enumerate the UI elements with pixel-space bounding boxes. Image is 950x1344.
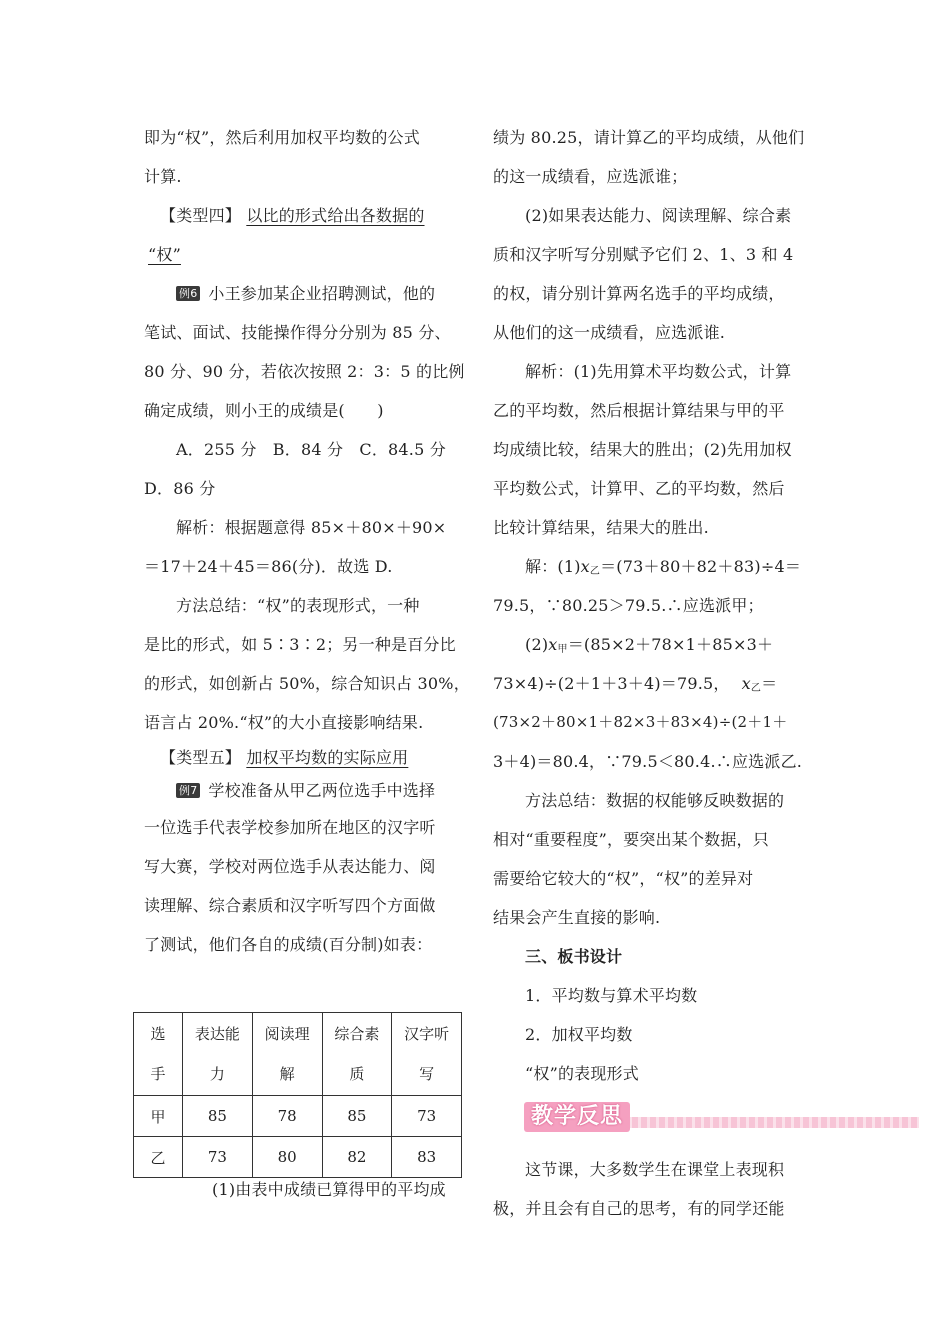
board-design-heading: 三、板书设计 [525,947,623,966]
analysis-line: 解析：根据题意得 85×＋80×＋90× [176,518,447,537]
text-line: 计算. [144,167,182,186]
type5-title: 加权平均数的实际应用 [246,748,409,767]
right-column [493,118,811,1093]
board-item: 1．平均数与算术平均数 [525,986,698,1005]
table-cell: 78 [252,1096,322,1137]
reflection-line: 极，并且会有自己的思考，有的同学还能 [493,1199,785,1218]
summary-line: 语言占 20%.“权”的大小直接影响结果. [144,713,424,732]
table-cell: 乙 [134,1137,183,1178]
table-row [134,1096,462,1137]
reflection-banner [524,1102,919,1132]
solution-line: (73×2＋80×1＋82×3＋83×4)÷(2＋1＋ [493,713,788,731]
text-line: 即为“权”，然后利用加权平均数的公式 [144,128,420,147]
analysis-line: 解析：(1)先用算术平均数公式，计算 [525,362,792,381]
board-item: “权”的表现形式 [525,1064,639,1083]
summary-line: 是比的形式，如 5∶3∶2；另一种是百分比 [144,635,456,654]
analysis-line: 平均数公式，计算甲、乙的平均数，然后 [493,479,785,498]
reflection-label: 教学反思 [524,1102,630,1132]
analysis-line: 均成绩比较，结果大的胜出；(2)先用加权 [493,440,792,459]
analysis-line: 比较计算结果，结果大的胜出. [493,518,709,537]
table-cell: 83 [392,1137,462,1178]
solution-line: 3＋4)＝80.4，∵79.5＜80.4.∴应选派乙. [493,752,803,771]
left-column [144,118,470,964]
solution-line: 79.5，∵80.25＞79.5.∴应选派甲； [493,596,764,615]
summary-line: 相对“重要程度”，要突出某个数据，只 [493,830,769,849]
solution-line: 73×4)÷(2＋1＋3＋4)＝79.5， $x_乙=$ [493,674,778,694]
text-line: 的权，请分别计算两名选手的平均成绩， [493,284,785,303]
text-line: 了测试，他们各自的成绩(百分制)如表： [144,935,433,954]
type4-tag: 【类型四】 [160,206,242,225]
table-cell: 85 [322,1096,392,1137]
text-line: (1)由表中成绩已算得甲的平均成 [212,1180,446,1199]
text-line: 确定成绩，则小王的成绩是( ) [144,401,384,420]
text-line: 从他们的这一成绩看，应选派谁. [493,323,726,342]
text-line: 质和汉字听写分别赋予它们 2、1、3 和 4 [493,245,794,264]
table-header-row [134,1013,462,1096]
text-line: 读理解、综合素质和汉字听写四个方面做 [144,896,436,915]
table-header-cell: 表达能 力 [183,1013,253,1096]
board-item: 2．加权平均数 [525,1025,633,1044]
example-6-line: 例6 小王参加某企业招聘测试，他的 [144,274,462,313]
table-cell: 甲 [134,1096,183,1137]
text-line: 写大赛，学校对两位选手从表达能力、阅 [144,857,436,876]
example-7-line: 例7 学校准备从甲乙两位选手中选择 [144,774,462,808]
reflection-line: 这节课，大多数学生在课堂上表现积 [525,1160,785,1179]
summary-line: 结果会产生直接的影响. [493,908,661,927]
table-cell: 73 [392,1096,462,1137]
options-line: D．86 分 [144,479,216,498]
text-line: 一位选手代表学校参加所在地区的汉字听 [144,818,436,837]
options-line: A．255 分 B．84 分 C．84.5 分 [176,440,446,459]
summary-line: 需要给它较大的“权”，“权”的差异对 [493,869,754,888]
text-line: 绩为 80.25，请计算乙的平均成绩，从他们 [493,128,805,147]
solution-line: 解：$(1)x_乙=(73+80+82+83)\div 4=$ [525,557,802,577]
type5-heading [144,742,462,774]
table-header-cell: 选 手 [134,1013,183,1096]
text-line: 笔试、面试、技能操作得分分别为 85 分、 [144,323,451,342]
summary-line: 的形式，如创新占 50%，综合知识占 30%， [144,674,470,693]
text-line: (2)如果表达能力、阅读理解、综合素 [525,206,792,225]
solution-line: $(2)x_甲=(85\times 2+78\times 1+85\times 3+$ [525,635,774,655]
reflection-text [493,1150,811,1228]
analysis-line: ＝17＋24＋45＝86(分)．故选 D. [144,557,393,576]
example-7-badge: 例7 [176,783,200,798]
type4-heading [144,196,462,235]
type4-title-cont: “权” [148,245,181,264]
summary-line: 方法总结：数据的权能够反映数据的 [525,791,785,810]
score-table [133,1012,462,1178]
table-cell: 85 [183,1096,253,1137]
table-cell: 80 [252,1137,322,1178]
text-line: 80 分、90 分，若依次按照 2：3：5 的比例 [144,362,465,381]
text-line: 的这一成绩看，应选派谁； [493,167,688,186]
analysis-line: 乙的平均数，然后根据计算结果与甲的平 [493,401,785,420]
summary-line: 方法总结：“权”的表现形式，一种 [176,596,420,615]
table-header-cell: 综合素 质 [322,1013,392,1096]
table-header-cell: 汉字听 写 [392,1013,462,1096]
type4-title: 以比的形式给出各数据的 [246,206,425,225]
table-cell: 73 [183,1137,253,1178]
type5-tag: 【类型五】 [160,748,242,767]
type4-heading-cont [144,235,462,274]
table-cell: 82 [322,1137,392,1178]
table-header-cell: 阅读理 解 [252,1013,322,1096]
example-6-badge: 例6 [176,286,200,301]
